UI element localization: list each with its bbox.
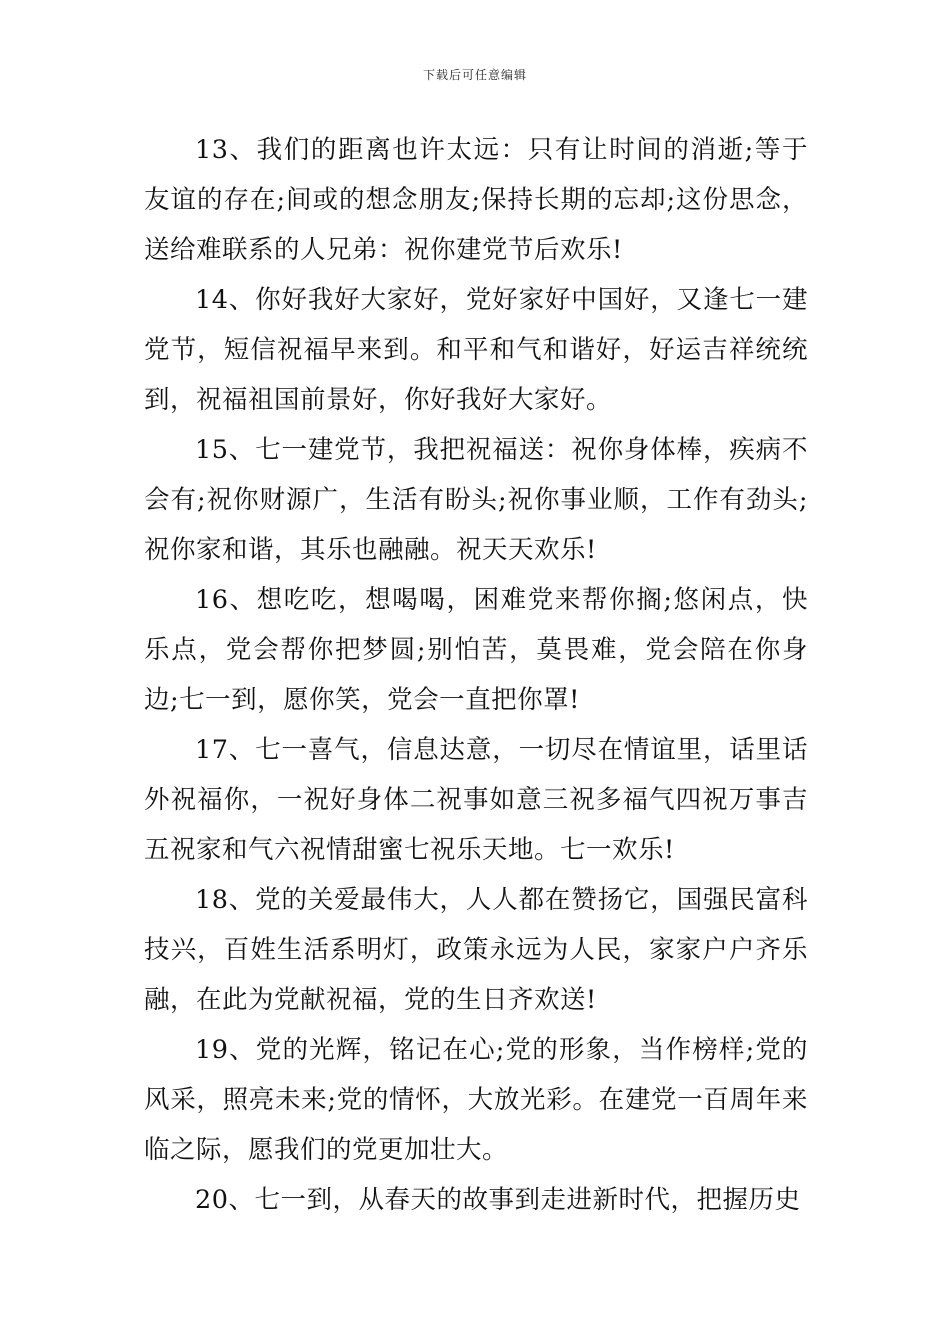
paragraph-20: 20、七一到，从春天的故事到走进新时代，把握历史 xyxy=(195,1185,801,1215)
paragraph-15: 15、七一建党节，我把祝福送：祝你身体棒，疾病不会有;祝你财源广，生活有盼头;祝你事业顺，工作有劲头;祝你家和谐，其乐也融融。祝天天欢乐! xyxy=(144,435,808,565)
document-body xyxy=(144,125,808,1225)
header-note: 下载后可任意编辑 xyxy=(422,68,527,82)
paragraph-17: 17、七一喜气，信息达意，一切尽在情谊里，话里话外祝福你，一祝好身体二祝事如意三祝多福气四祝万事吉五祝家和气六祝情甜蜜七祝乐天地。七一欢乐! xyxy=(144,735,808,865)
paragraph-14: 14、你好我好大家好，党好家好中国好，又逢七一建党节，短信祝福早来到。和平和气和谐好，好运吉祥统统到，祝福祖国前景好，你好我好大家好。 xyxy=(144,285,808,415)
paragraph-13: 13、我们的距离也许太远：只有让时间的消逝;等于友谊的存在;间或的想念朋友;保持长期的忘却;这份思念，送给难联系的人兄弟：祝你建党节后欢乐! xyxy=(144,135,808,265)
paragraph-18: 18、党的关爱最伟大，人人都在赞扬它，国强民富科技兴，百姓生活系明灯，政策永远为人民，家家户户齐乐融，在此为党献祝福，党的生日齐欢送! xyxy=(144,885,808,1015)
paragraph-16: 16、想吃吃，想喝喝，困难党来帮你搁;悠闲点，快乐点，党会帮你把梦圆;别怕苦，莫畏难，党会陪在你身边;七一到，愿你笑，党会一直把你罩! xyxy=(144,585,808,715)
paragraph-19: 19、党的光辉，铭记在心;党的形象，当作榜样;党的风采，照亮未来;党的情怀，大放光彩。在建党一百周年来临之际，愿我们的党更加壮大。 xyxy=(144,1035,808,1165)
